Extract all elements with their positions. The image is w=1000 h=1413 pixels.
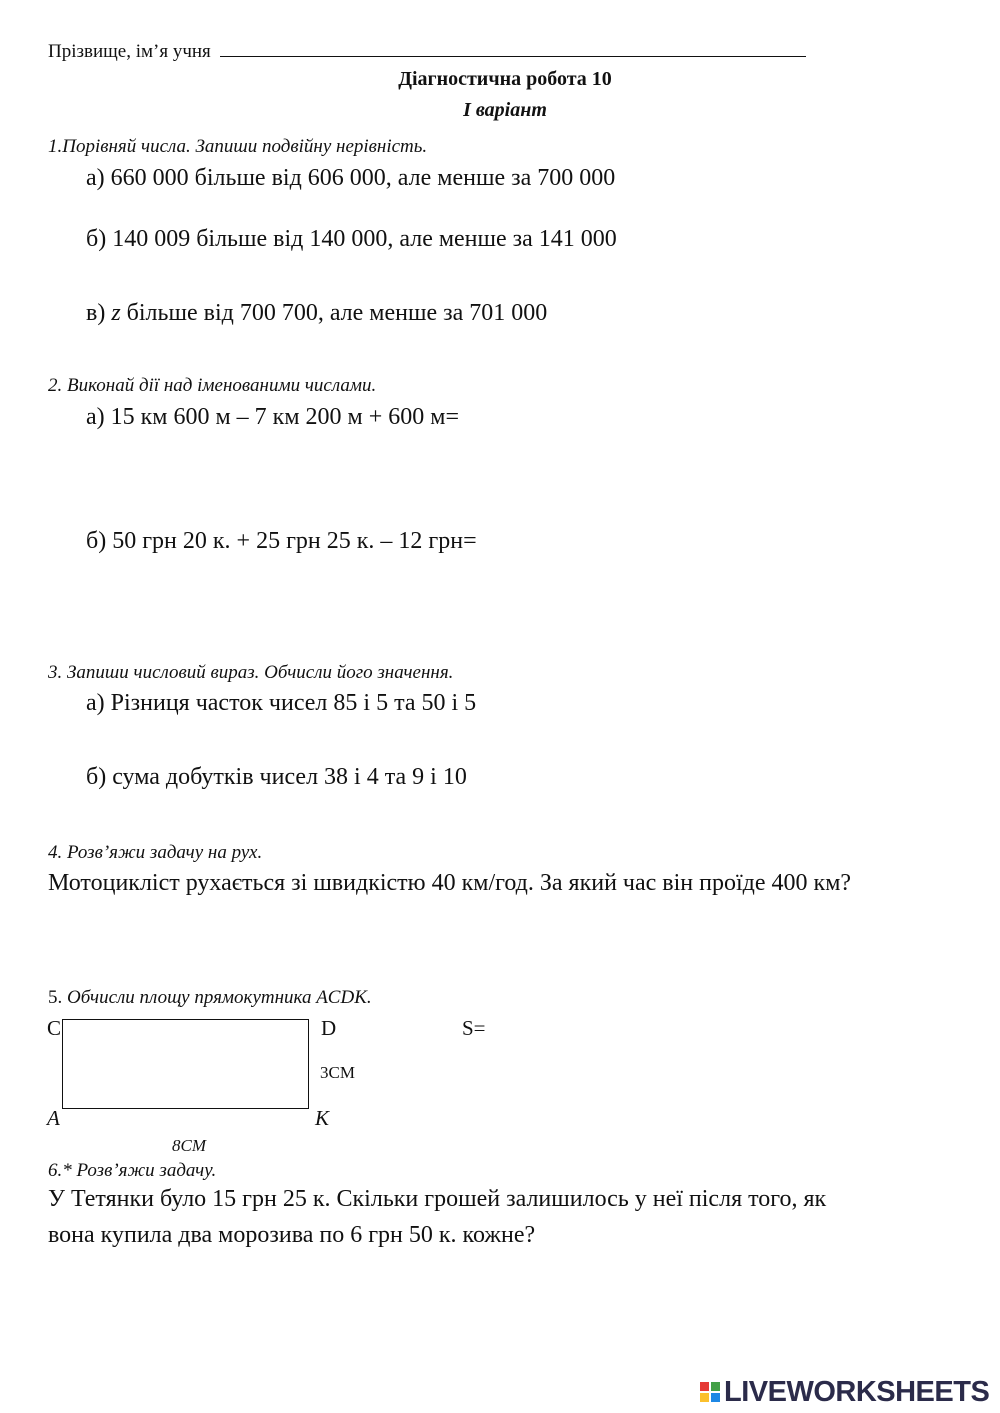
vertex-label-k: K	[315, 1106, 330, 1130]
worksheet-title: Діагностична робота 10	[398, 68, 612, 90]
rectangle-acdk	[62, 1019, 309, 1109]
student-name-blank[interactable]	[220, 38, 806, 57]
task6-problem-line1: У Тетянки було 15 грн 25 к. Скільки грошей залишилось у неї після того, як	[48, 1186, 827, 1212]
task2-heading: 2. Виконай дії над іменованими числами.	[48, 375, 377, 396]
worksheet-variant: І варіант	[463, 99, 547, 121]
logo-square-green	[711, 1382, 720, 1391]
logo-square-red	[700, 1382, 709, 1391]
task2-item-b: б) 50 грн 20 к. + 25 грн 25 к. – 12 грн=	[86, 528, 477, 554]
task3-item-b: б) сума добутків чисел 38 і 4 та 9 і 10	[86, 764, 467, 790]
task1-item-a: а) 660 000 більше від 606 000, але менше за 700 000	[86, 165, 616, 191]
logo-square-yellow	[700, 1393, 709, 1402]
liveworksheets-logo-text: LIVEWORKSHEETS	[724, 1375, 990, 1408]
task1-item-c-rest: більше від 700 700, але менше за 701 000	[120, 300, 548, 326]
task3-item-a: а) Різниця часток чисел 85 і 5 та 50 і 5	[86, 690, 477, 716]
task1-item-c-prefix: в)	[86, 300, 112, 326]
side-length-horizontal: 8СМ	[172, 1136, 206, 1155]
task4-problem-text: Мотоцикліст рухається зі швидкістю 40 км/год. За який час він проїде 400 км?	[48, 870, 852, 896]
side-length-vertical: 3СМ	[320, 1063, 355, 1082]
task5-heading-text: Обчисли площу прямокутника ACDK.	[62, 987, 372, 1008]
task4-heading: 4. Розв’яжи задачу на рух.	[48, 842, 263, 863]
area-label: S=	[462, 1016, 486, 1040]
task6-problem-line2: вона купила два морозива по 6 грн 50 к. кожне?	[48, 1222, 536, 1248]
student-name-field	[48, 38, 806, 63]
vertex-label-c: C	[47, 1016, 62, 1040]
student-name-label: Прізвище, ім’я учня	[48, 41, 211, 62]
task2-item-a: а) 15 км 600 м – 7 км 200 м + 600 м=	[86, 404, 459, 430]
task5-heading-number: 5.	[48, 987, 63, 1008]
task5-heading	[48, 987, 372, 1009]
task1-item-c	[86, 300, 547, 327]
task1-item-b: б) 140 009 більше від 140 000, але менше за 141 000	[86, 226, 617, 252]
liveworksheets-watermark	[700, 1375, 989, 1409]
liveworksheets-logo-icon	[700, 1382, 720, 1402]
task6-heading: 6.* Розв’яжи задачу.	[48, 1160, 217, 1181]
task1-heading: 1.Порівняй числа. Запиши подвійну нерівність.	[48, 136, 428, 157]
task3-heading: 3. Запиши числовий вираз. Обчисли його значення.	[48, 662, 454, 683]
vertex-label-d: D	[321, 1016, 337, 1040]
logo-square-blue	[711, 1393, 720, 1402]
vertex-label-a: A	[47, 1106, 60, 1130]
task1-item-c-variable: z	[111, 300, 121, 326]
